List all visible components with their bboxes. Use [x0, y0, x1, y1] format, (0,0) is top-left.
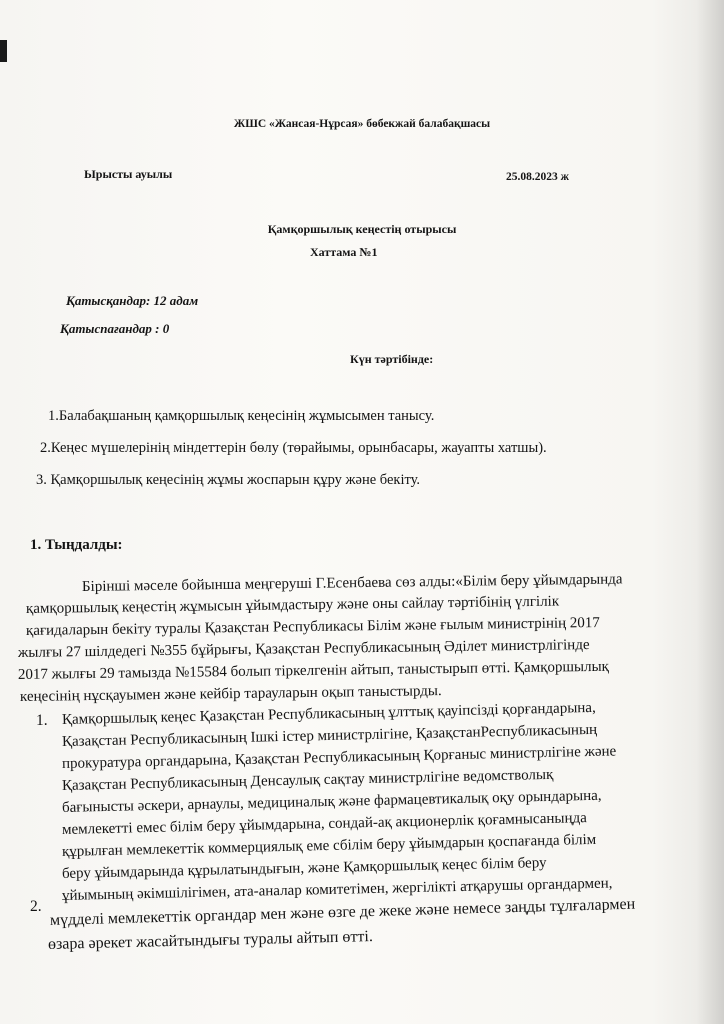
- list-line: өзара әрекет жасайтындығы туралы айтып өтті.: [47, 928, 374, 953]
- agenda-item: 1.Балабақшаның қамқоршылық кеңесінің жұмысымен танысу.: [48, 408, 435, 424]
- list-line: құрылған мемлекеттік коммерциялық еме сбілім беру ұйымдарын қоспағанда білім: [61, 831, 597, 860]
- place-name: Ырысты ауылы: [84, 167, 173, 181]
- organization-name: ЖШС «Жансая-Нұрсая» бөбекжай балабақшасы: [233, 118, 491, 130]
- list-number: 1.: [36, 712, 48, 729]
- list-line: прокуратура органдарына, Қазақстан Республикасының Қорғаныс министрлігіне және: [61, 743, 617, 772]
- list-line: Қамқоршылық кеңес Қазақстан Республикасының ұлттық қауіпсізді қорғандарына,: [61, 699, 596, 728]
- paragraph-line: қағидаларын бекіту туралы Қазақстан Республикасы Білім және ғылым министрінің 2017: [25, 614, 601, 639]
- list-number: 2.: [30, 898, 42, 915]
- scan-corner-mark: [0, 40, 7, 62]
- paragraph-line: кеңесінің нұсқауымен және кейбір тарауларын оқып таныстырды.: [19, 683, 442, 705]
- paragraph-line: жылғы 27 шілдедегі №355 бұйрығы, Қазақстан Республикасының Әділет министрлігінде: [17, 637, 590, 661]
- paragraph-line: 2017 жылғы 29 тамызда №15584 болып тіркелгенін айтып, таныстырып өтті. Қамқоршылық: [17, 658, 610, 683]
- paragraph-line: қамқоршылық кеңестің жұмысын ұйымдастыру және оны сайлау тәртібінің үлгілік: [25, 593, 560, 617]
- document-date: 25.08.2023 ж: [506, 171, 569, 183]
- scan-edge-shadow: [696, 0, 724, 1024]
- agenda-heading: Күн тәртібінде:: [350, 352, 434, 366]
- section-heading: 1. Тыңдалды:: [30, 537, 123, 553]
- minutes-number: Хаттама №1: [310, 245, 378, 259]
- agenda-item: 2.Кеңес мүшелерінің міндеттерін бөлу (төрайымы, орынбасары, жауапты хатшы).: [40, 440, 547, 456]
- list-line: Қазақстан Республикасының Ішкі істер министрлігіне, ҚазақстанРеспубликасының: [61, 721, 598, 750]
- paragraph-line: Бірінші мәселе бойынша меңгеруші Г.Есенбаева сөз алды:«Білім беру ұйымдарында: [81, 571, 623, 595]
- list-line: ұйымының әкімшілігімен, ата-аналар комитетімен, жергілікті атқарушы органдармен,: [61, 875, 613, 904]
- attendees-count: Қатысқандар: 12 адам: [66, 293, 199, 308]
- list-line: Қазақстан Республикасының Денсаулық сақтау министрлігіне ведомстволық: [61, 766, 554, 794]
- meeting-title: Қамқоршылық кеңестің отырысы: [267, 222, 457, 236]
- list-line: мүдделі мемлекеттік органдар мен және өзге де жеке және немесе заңды тұлғалармен: [49, 895, 636, 929]
- absentees-count: Қатыспағандар : 0: [60, 321, 170, 336]
- list-line: мемлекетті емес білім беру ұйымдарына, сондай-ақ акционерлік қоғамнысаныңда: [61, 810, 587, 838]
- agenda-item: 3. Қамқоршылық кеңесінің жұмы жоспарын құру және бекіту.: [36, 472, 421, 488]
- list-line: беру ұйымдарында құрылатындығын, және Қамқоршылық кеңес білім беру: [61, 855, 547, 882]
- list-line: бағынысты әскери, арнаулы, медициналық және фармацевтикалық оқу орындарына,: [61, 787, 602, 816]
